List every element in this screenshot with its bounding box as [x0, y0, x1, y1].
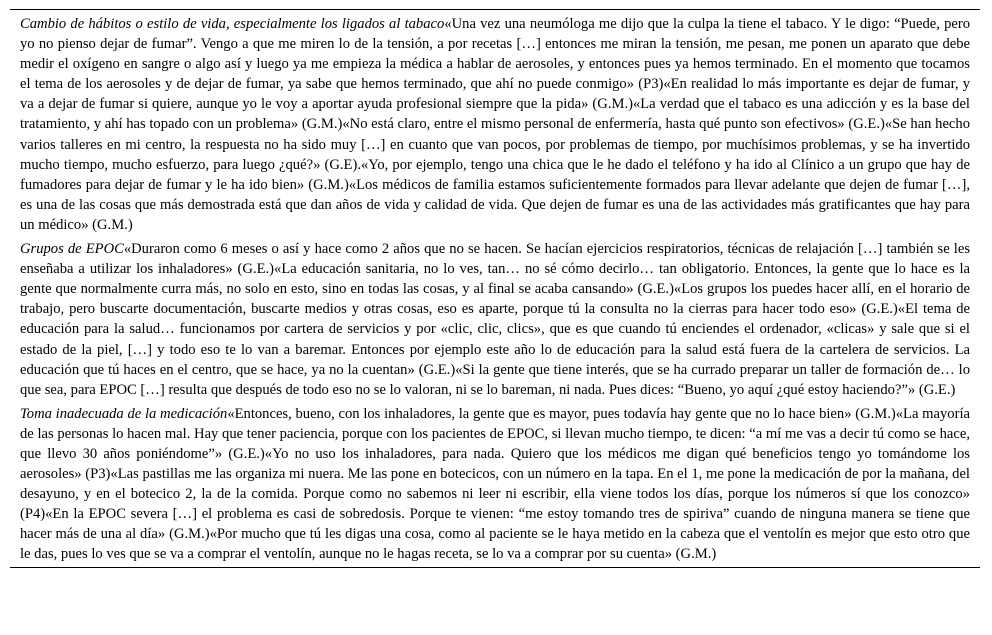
- category-label: Cambio de hábitos o estilo de vida, especialmente los ligados al tabaco: [20, 16, 445, 32]
- table-row-medication: [10, 400, 980, 567]
- table-cell: [20, 14, 970, 235]
- quotes-text: «Una vez una neumóloga me dijo que la culpa la tiene el tabaco. Y le digo: “Puede, pero yo no pienso dejar de fumar”. Vengo a que me miren lo de la tensión, a por recetas […] entonces me miran la tensión, me pesan, me ponen un aparato que debe medir el oxígeno en sangre o algo así y luego ya me empieza la médica a hablar de aerosoles, y entonces pues ya hemos terminado. En el momento que tocamos el tema de los aerosoles y de dejar de fumar, ya sabe que hemos terminado, que ahí no puede conmigo» (P3)«En realidad lo más importante es dejar de fumar, y va a dejar de fumar si quiere, aunque yo le voy a aportar ayuda profesional siempre que la pida» (G.M.)«La verdad que el tabaco es una adicción y es la base del tratamiento, y ahí has topado con un problema» (G.M.)«No está claro, entre el mismo personal de enfermería, hasta qué punto son efectivos» (G.E.)«Se han hecho varios talleres en mi centro, la respuesta no ha sido muy […] en cuanto que van pocos, por problemas de tiempo, por muchísimos problemas, y se ha invertido mucho tiempo, mucho esfuerzo, para luego ¿qué?» (G.E).«Yo, por ejemplo, tengo una chica que le he dado el teléfono y ha ido al Clínico a un grupo que hay de fumadores para dejar de fumar y le ha ido bien» (G.M.)«Los médicos de familia estamos suficientemente formados para llevar adelante que dejen de fumar […], es una de las cosas que más demostrada está que dan años de vida y calidad de vida. Que dejen de fumar es una de las actividades más gratificantes que hay para un médico» (G.M.): [20, 16, 970, 233]
- table-row-epoc-groups: [10, 235, 980, 400]
- category-label: Toma inadecuada de la medicación: [20, 405, 228, 422]
- quotes-text: «Entonces, bueno, con los inhaladores, la gente que es mayor, pues todavía hay gente que no lo hace bien» (G.M.)«La mayoría de las personas lo hacen mal. Hay que tener paciencia, porque con los pacientes de EPOC, si llevan mucho tiempo, te dicen: “a mí me vas a decir tú como se hace, que llevo 30 años poniéndome”» (G.E.)«Yo no uso los inhaladores, para nada. Quiero que los médicos me digan qué beneficios tengo yo tomándome los aerosoles» (P3)«Las pastillas me las organiza mi nuera. Me las pone en botecicos, con un número en la tapa. En el 1, me pone la medicación de por la mañana, del desayuno, y en el botecico 2, la de la comida. Porque como no sabemos ni leer ni escribir, ella viene todos los días, porque los números sí que los conozco» (P4)«En la EPOC severa […] el problema es casi de sobredosis. Porque te vienen: “me estoy tomando tres de spiriva” cuando de ninguna manera se tiene que hacer más de una al día» (G.M.)«Por mucho que tú les digas una cosa, como al paciente se le haya metido en la cabeza que el ventolín es mejor que esto otro que le das, pues lo ves que se va a comprar el ventolín, aunque no le hagas receta, se lo va a comprar por su cuenta» (G.M.): [20, 405, 970, 563]
- table-cell: [20, 239, 970, 400]
- quotes-table: [10, 9, 980, 568]
- quotes-text: «Duraron como 6 meses o así y hace como 2 años que no se hacen. Se hacían ejercicios respiratorios, técnicas de relajación […] también se les enseñaba a utilizar los inhaladores» (G.E.)«La educación sanitaria, no lo ves, tan… no sé cómo decirlo… tan obligatorio. Entonces, la gente que lo hace es la gente que normalmente curra más, no solo en esto, sino en todas las cosas, y al final se acaba cansando» (G.E.)«Los grupos los puedes hacer allí, en el horario de trabajo, pero buscarte documentación, buscarte medios y otras cosas, eso es aparte, porque tú la consulta no la cierras para hacer todo eso» (G.E.)«El tema de educación para la salud… funcionamos por cartera de servicios y por «clic, clic, clics», que es que cuando tú enciendes el ordenador, «clicas» y sale que si el estado de la piel, […] y todo eso te lo van a baremar. Entonces por ejemplo este año lo de educación para la salud está fuera de la cartelera de servicios. La educación que tú haces en el centro, que se hace, ya no la cuentan» (G.E.)«Si la gente que tiene interés, que se ha currado preparar un taller de formación de… lo que sea, para EPOC […] resulta que después de todo eso no se lo valoran, ni se lo bareman, ni nada. Pues dices: “Bueno, yo aquí ¿qué estoy haciendo?”» (G.E.): [20, 241, 970, 398]
- table-cell: [20, 404, 970, 565]
- category-label: Grupos de EPOC: [20, 241, 124, 258]
- table-row-tobacco: [10, 10, 980, 235]
